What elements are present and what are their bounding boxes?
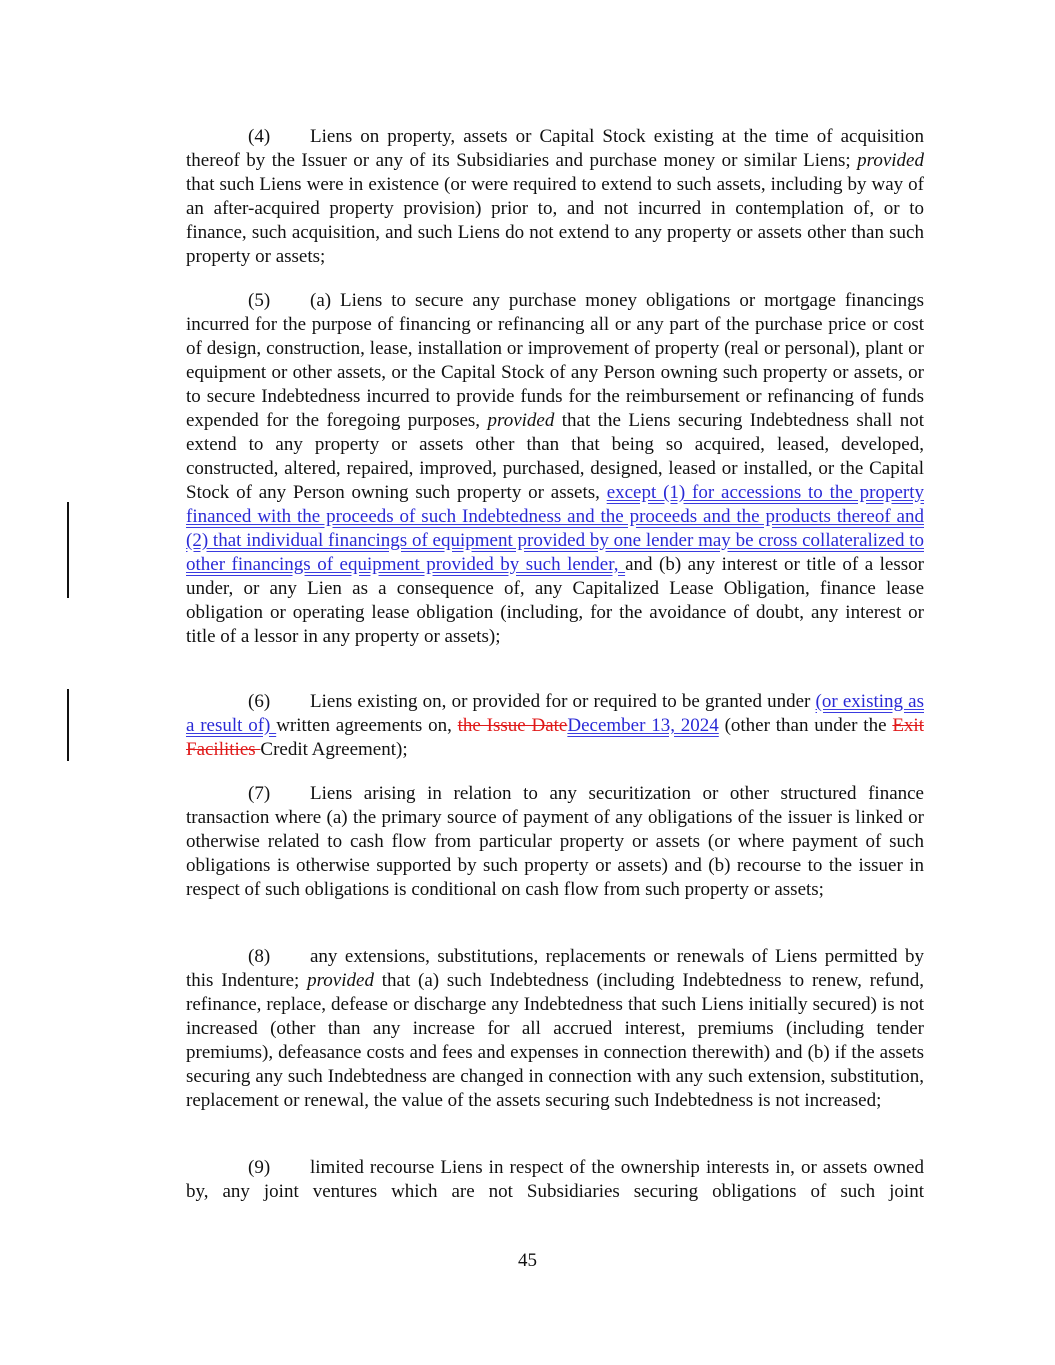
paragraph-number: (9) [248, 1157, 271, 1178]
paragraph-text: Liens arising in relation to any securitization or other structured finance transaction where (a) the primary source of payment of any obligations of the issuer is linked or otherwise related to cash flow from particular property or assets (or where payment of such obligations is otherwise supported by such property or assets) and (b) recourse to the issuer in respect of such obligations is conditional on cash flow from such property or assets; [186, 783, 924, 900]
paragraph-text: that the Liens securing Indebtedness shall not extend to any property or assets other than that being so acquired, leased, developed, constructed, altered, repaired, improved, purchased, designed, leased or installed, or the Capital Stock of any Person owning such property or assets, [186, 410, 924, 503]
paragraph-text: (a) Liens to secure any purchase money obligations or mortgage financings incurred for the purpose of financing or refinancing all or any part of the purchase price or cost of design, construction, lease, installation or improvement of property (real or personal), plant or equipment or other assets, or the Capital Stock of any Person owning such property or assets, or to secure Indebtedness incurred to provide funds for the reimbursement or refinancing of funds expended for the foregoing purposes, [186, 290, 924, 431]
paragraph-8 [186, 945, 924, 1113]
tracked-deletion: Exit Facilities [186, 715, 924, 760]
tracked-insertion: (or existing as a result of) [186, 691, 924, 736]
paragraph-number: (5) [248, 290, 271, 311]
paragraph-text: Liens on property, assets or Capital Stock existing at the time of acquisition thereof by the Issuer or any of its Subsidiaries and purchase money or similar Liens; [186, 126, 924, 171]
tracked-insertion: December 13, 2024 [567, 715, 719, 736]
paragraph-number: (8) [248, 946, 271, 967]
paragraph-number: (4) [248, 126, 271, 147]
paragraph-text: limited recourse Liens in respect of the ownership interests in, or assets owned by, any joint ventures which are not Subsidiaries securing obligations of such joint [186, 1157, 924, 1202]
tracked-insertion: except (1) for accessions to the property financed with the proceeds of such Indebtedness and the proceeds and the products thereof and (2) that individual financings of equipment provided by one lender may be cross collateralized to other financings of equipment provided by such lender, [186, 482, 925, 575]
paragraph-number: (6) [248, 691, 271, 712]
change-bar [67, 689, 69, 761]
emphasis-provided: provided [487, 410, 555, 431]
paragraph-5 [186, 289, 924, 649]
paragraph-6 [186, 690, 924, 762]
paragraph-text: and (b) any interest or title of a lessor under, or any Lien as a consequence of, any Capitalized Lease Obligation, finance lease obligation or operating lease obligation (including, for the avoidance of doubt, any interest or title of a lessor in any property or assets); [186, 554, 924, 647]
paragraph-text: that such Liens were in existence (or were required to extend to such assets, including by way of an after-acquired property provision) prior to, and not incurred in contemplation of, or to finance, such acquisition, and such Liens do not extend to any property or assets other than such property or assets; [186, 174, 924, 267]
paragraph-text: (other than under the [718, 715, 893, 736]
paragraph-text: written agreements on, [276, 715, 458, 736]
emphasis-provided: provided [307, 970, 374, 991]
page-number: 45 [518, 1250, 537, 1271]
paragraph-4 [186, 125, 924, 269]
paragraph-9 [186, 1156, 924, 1204]
paragraph-text: that (a) such Indebtedness (including Indebtedness to renew, refund, refinance, replace, defease or discharge any Indebtedness that such Liens initially secured) is not increased (other than any increase for all accrued interest, premiums (including tender premiums), defeasance costs and fees and expenses in connection therewith) and (b) if the assets securing any such Indebtedness are changed in connection with any such extension, substitution, replacement or renewal, the value of the assets securing such Indebtedness is not increased; [186, 970, 924, 1111]
tracked-deletion: the Issue Date [457, 715, 568, 736]
change-bar [67, 502, 69, 598]
paragraph-text: Credit Agreement); [260, 739, 408, 760]
emphasis-provided: provided [857, 150, 924, 171]
paragraph-text: any extensions, substitutions, replacements or renewals of Liens permitted by this Indenture; [186, 946, 924, 991]
paragraph-number: (7) [248, 783, 271, 804]
paragraph-text: Liens existing on, or provided for or required to be granted under [310, 691, 816, 712]
paragraph-7 [186, 782, 924, 902]
